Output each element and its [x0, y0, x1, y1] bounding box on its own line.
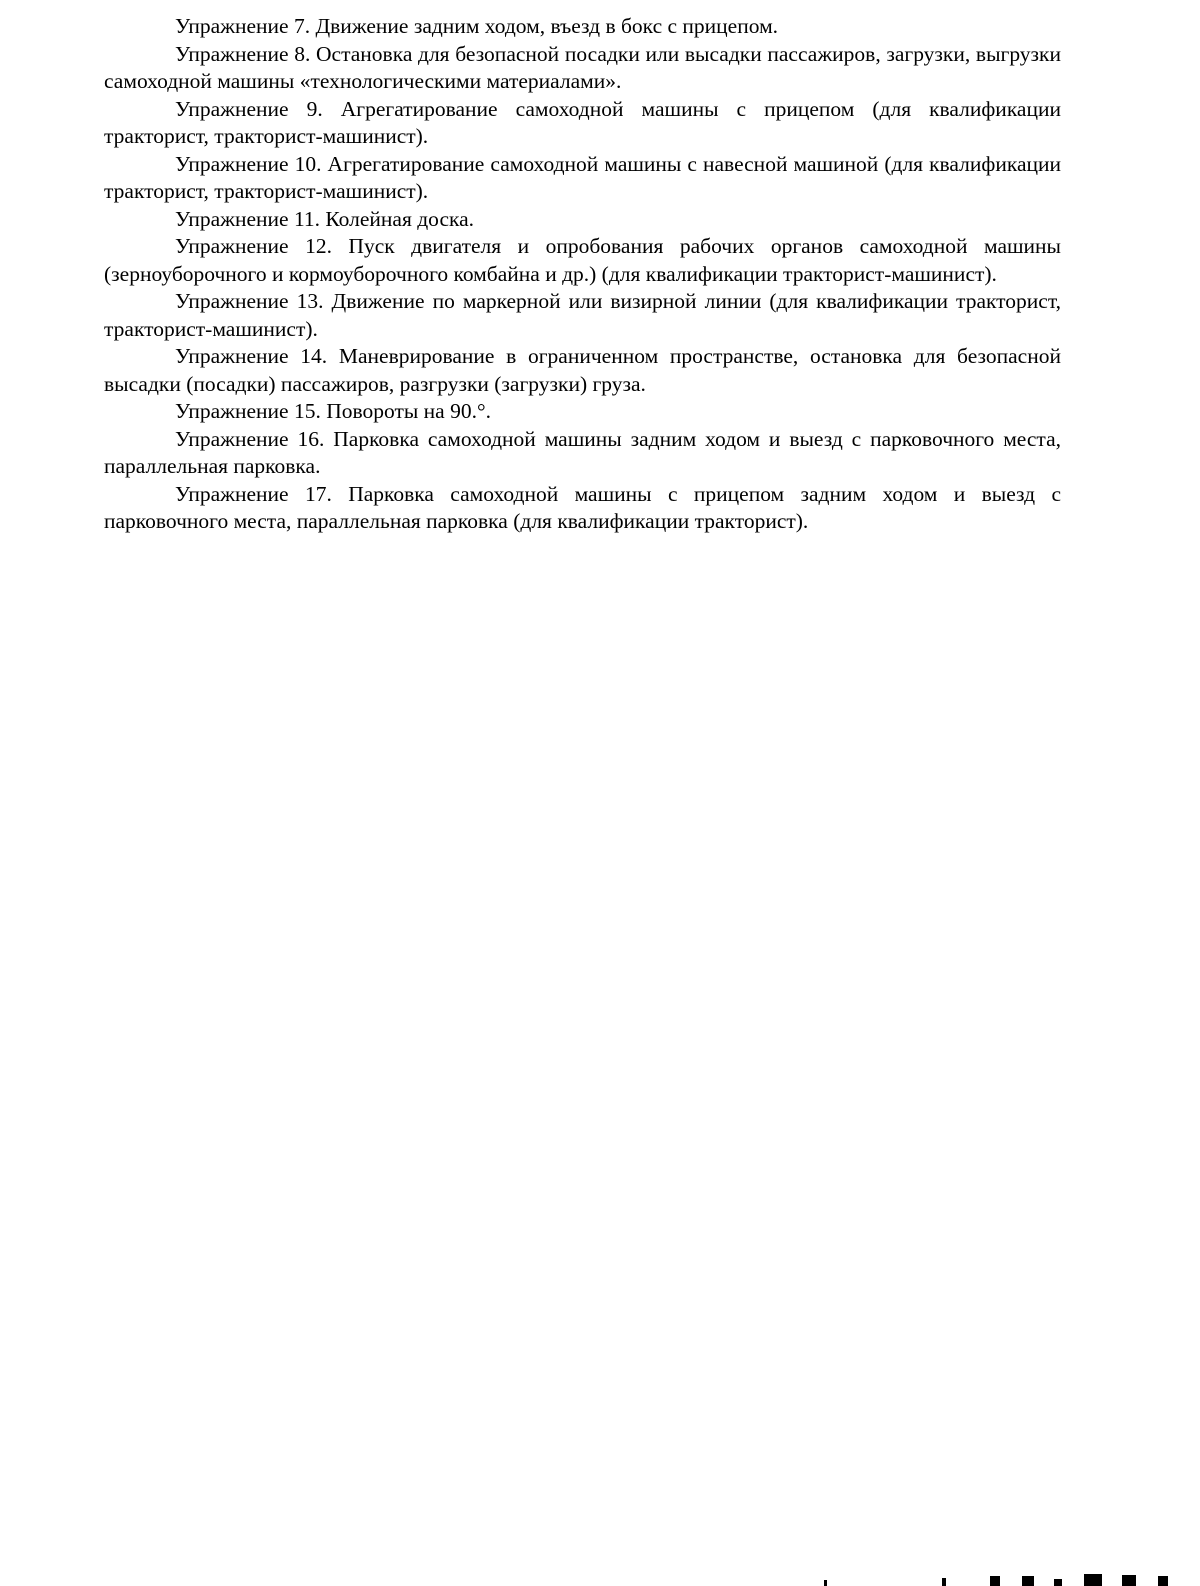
scan-edge-artifacts — [822, 1572, 1182, 1586]
paragraph-exercise-16: Упражнение 16. Парковка самоходной машины задним ходом и выезд с парковочного места, параллельная парковка. — [104, 426, 1061, 478]
scan-artifact-marks — [822, 1572, 1182, 1586]
paragraph-exercise-11: Упражнение 11. Колейная доска. — [175, 206, 475, 231]
paragraph-exercise-9: Упражнение 9. Агрегатирование самоходной машины с прицепом (для квалификации тракторист, тракторист-машинист). — [104, 96, 1061, 148]
paragraph-exercise-14: Упражнение 14. Маневрирование в ограниченном пространстве, остановка для безопасной высадки (посадки) пассажиров, разгрузки (загрузки) груза. — [104, 344, 1061, 396]
paragraph-exercise-17: Упражнение 17. Парковка самоходной машины с прицепом задним ходом и выезд с парковочного места, параллельная парковка (для квалификации тракторист). — [104, 481, 1061, 533]
document-body — [104, 13, 1061, 536]
paragraph-exercise-12: Упражнение 12. Пуск двигателя и опробования рабочих органов самоходной машины (зерноуборочного и кормоуборочного комбайна и др.) (для квалификации тракторист-машинист). — [104, 234, 1061, 286]
paragraph-exercise-7: Упражнение 7. Движение задним ходом, въезд в бокс с прицепом. — [175, 14, 779, 38]
paragraph-exercise-13: Упражнение 13. Движение по маркерной или визирной линии (для квалификации тракторист, тракторист-машинист). — [104, 289, 1061, 341]
paragraph-exercise-10: Упражнение 10. Агрегатирование самоходной машины с навесной машиной (для квалификации тракторист, тракторист-машинист). — [104, 151, 1061, 203]
paragraph-exercise-8: Упражнение 8. Остановка для безопасной посадки или высадки пассажиров, загрузки, выгрузки самоходной машины «технологическими материалами». — [104, 41, 1061, 93]
paragraph-exercise-15: Упражнение 15. Повороты на 90.°. — [175, 399, 491, 423]
